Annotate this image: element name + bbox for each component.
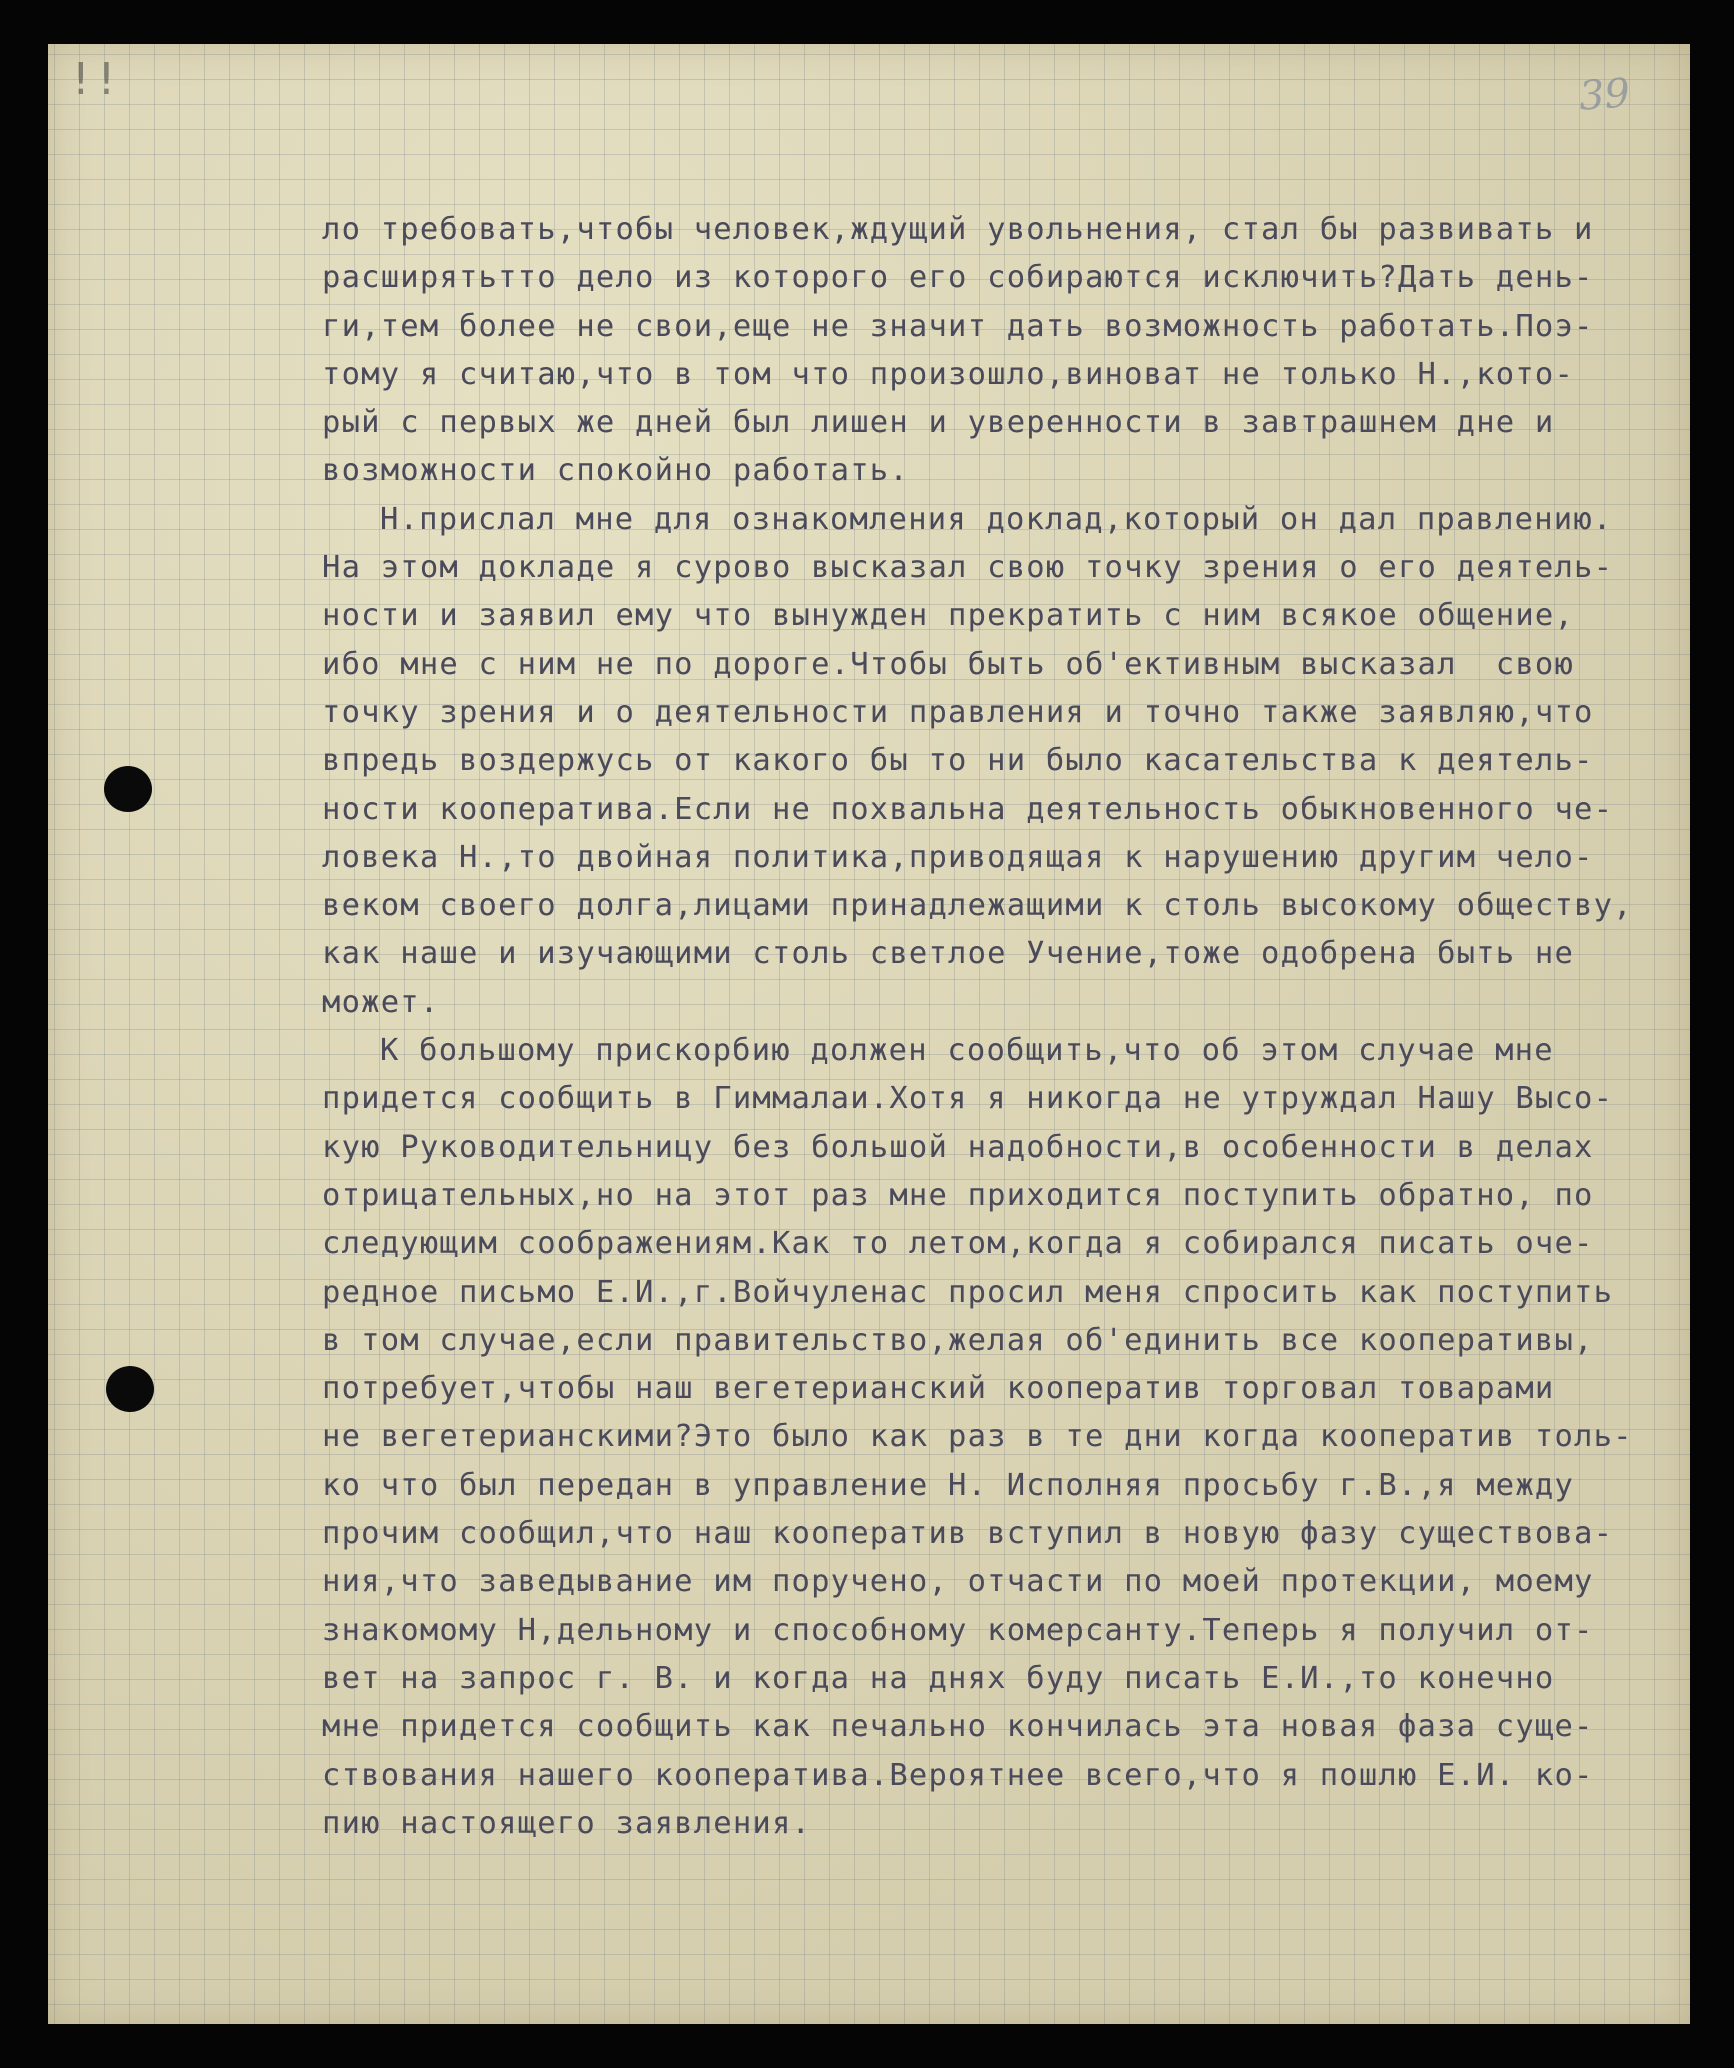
text-line: ловека Н.,то двойная политика,приводящая к нарушению другим чело- — [322, 839, 1594, 875]
text-line: как наше и изучающими столь светлое Учение,тоже одобрена быть не — [322, 936, 1575, 972]
text-line: ибо мне с ним не по дороге.Чтобы быть об'ективным высказал свою — [322, 646, 1575, 682]
text-line: возможности спокойно работать. — [322, 453, 909, 489]
typed-text-body — [322, 206, 1690, 1848]
text-line: следующим соображениям.Как то летом,когда я собирался писать оче- — [322, 1226, 1594, 1262]
text-line: впредь воздержусь от какого бы то ни было касательства к деятель- — [322, 743, 1594, 779]
text-line: рый с первых же дней был лишен и уверенности в завтрашнем дне и — [322, 405, 1555, 441]
text-line: Н.прислал мне для ознакомления доклад,который он дал правлению. — [380, 501, 1613, 537]
text-line: ко что был передан в управление Н. Исполняя просьбу г.В.,я между — [322, 1467, 1575, 1503]
text-line: в том случае,если правительство,желая об'единить все кооперативы, — [322, 1322, 1594, 1358]
punch-hole-icon — [104, 766, 152, 812]
text-line: редное письмо Е.И.,г.Войчуленас просил меня спросить как поступить — [322, 1274, 1614, 1310]
text-line: ности и заявил ему что вынужден прекратить с ним всякое общение, — [322, 598, 1575, 634]
text-line: ности кооператива.Если не похвальна деятельность обыкновенного че- — [322, 791, 1614, 827]
text-line: не вегетерианскими?Это было как раз в те дни когда кооператив толь- — [322, 1419, 1633, 1455]
text-line: ния,что заведывание им поручено, отчасти по моей протекции, моему — [322, 1564, 1594, 1600]
text-line: К большому прискорбию должен сообщить,что об этом случае мне — [380, 1033, 1554, 1069]
text-line: кую Руководительницу без большой надобности,в особенности в делах — [322, 1129, 1594, 1165]
corner-pencil-mark: !! — [72, 54, 124, 105]
text-line: веком своего долга,лицами принадлежащими к столь высокому обществу, — [322, 888, 1633, 924]
text-line: прочим сообщил,что наш кооператив вступил в новую фазу существова- — [322, 1516, 1614, 1552]
page-number: 39 — [1577, 70, 1632, 120]
text-line: тому я считаю,что в том что произошло,виноват не только Н.,кото- — [322, 356, 1575, 392]
text-line: придется сообщить в Гиммалаи.Хотя я никогда не утруждал Нашу Высо- — [322, 1081, 1614, 1117]
text-line: точку зрения и о деятельности правления и точно также заявляю,что — [322, 694, 1594, 730]
text-line: вет на запрос г. В. и когда на днях буду писать Е.И.,то конечно — [322, 1660, 1555, 1696]
text-line: ло требовать,чтобы человек,ждущий увольнения, стал бы развивать и — [322, 212, 1594, 247]
text-line: знакомому Н,дельному и способному комерсанту.Теперь я получил от- — [322, 1612, 1594, 1648]
text-line: ги,тем более не свои,еще не значит дать возможность работать.Поэ- — [322, 308, 1594, 344]
text-line: пию настоящего заявления. — [322, 1805, 812, 1841]
text-line: ствования нашего кооператива.Вероятнее всего,что я пошлю Е.И. ко- — [322, 1757, 1594, 1793]
text-line: может. — [322, 984, 440, 1020]
text-line: отрицательных,но на этот раз мне приходится поступить обратно, по — [322, 1177, 1594, 1213]
text-line: расширятьтто дело из которого его собираются исключить?Дать день- — [322, 260, 1594, 296]
text-line: мне придется сообщить как печально кончилась эта новая фаза суще- — [322, 1709, 1594, 1745]
text-line: потребует,чтобы наш вегетерианский кооператив торговал товарами — [322, 1371, 1555, 1407]
text-line: На этом докладе я сурово высказал свою точку зрения о его деятель- — [322, 550, 1614, 586]
punch-hole-icon — [106, 1366, 154, 1412]
